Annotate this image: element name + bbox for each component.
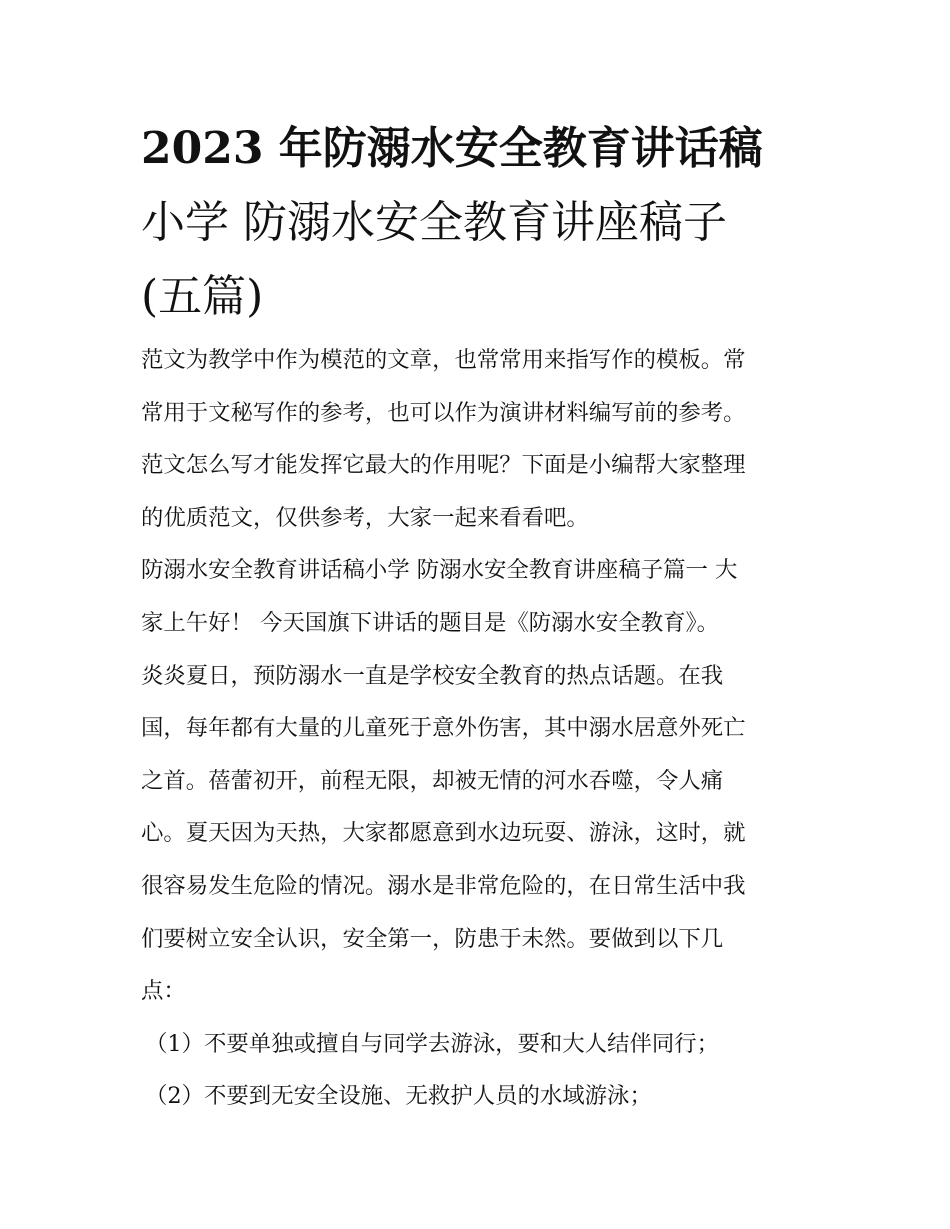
body-line: 心。夏天因为天热，大家都愿意到水边玩耍、游泳，这时，就 [141,820,746,847]
document-title [141,112,813,334]
document-body [141,334,813,1123]
list-item: （2）不要到无安全设施、无救护人员的水域游泳； [145,1083,652,1110]
body-line: 家上午好！ 今天国旗下讲话的题目是《防溺水安全教育》。 [141,609,720,636]
title-line-2: 小学 防溺水安全教育讲座稿子 [141,197,727,248]
body-line: 炎炎夏日，预防溺水一直是学校安全教育的热点话题。在我 [141,662,724,689]
title-line-1: 2023 年防溺水安全教育讲话稿 [141,123,763,174]
document-page [141,112,813,1123]
title-line-3: (五篇) [141,271,264,322]
body-line: 国，每年都有大量的儿童死于意外伤害，其中溺水居意外死亡 [141,715,746,742]
body-line: 的优质范文，仅供参考，大家一起来看看吧。 [141,504,589,531]
body-line: 范文为教学中作为模范的文章，也常常用来指写作的模板。常 [141,347,746,373]
list-item: （1）不要单独或擅自与同学去游泳，要和大人结伴同行； [145,1030,720,1057]
body-line: 们要树立安全认识，安全第一，防患于未然。要做到以下几 [141,925,724,952]
body-line: 防溺水安全教育讲话稿小学 防溺水安全教育讲座稿子篇一 大 [141,557,738,584]
body-line: 之首。蓓蕾初开，前程无限，却被无情的河水吞噬，令人痛 [141,767,724,794]
body-line: 常用于文秘写作的参考，也可以作为演讲材料编写前的参考。 [141,399,746,426]
body-line: 点： [141,978,186,1005]
body-line: 很容易发生危险的情况。溺水是非常危险的，在日常生活中我 [141,872,746,899]
body-line: 范文怎么写才能发挥它最大的作用呢？下面是小编帮大家整理 [141,452,746,479]
